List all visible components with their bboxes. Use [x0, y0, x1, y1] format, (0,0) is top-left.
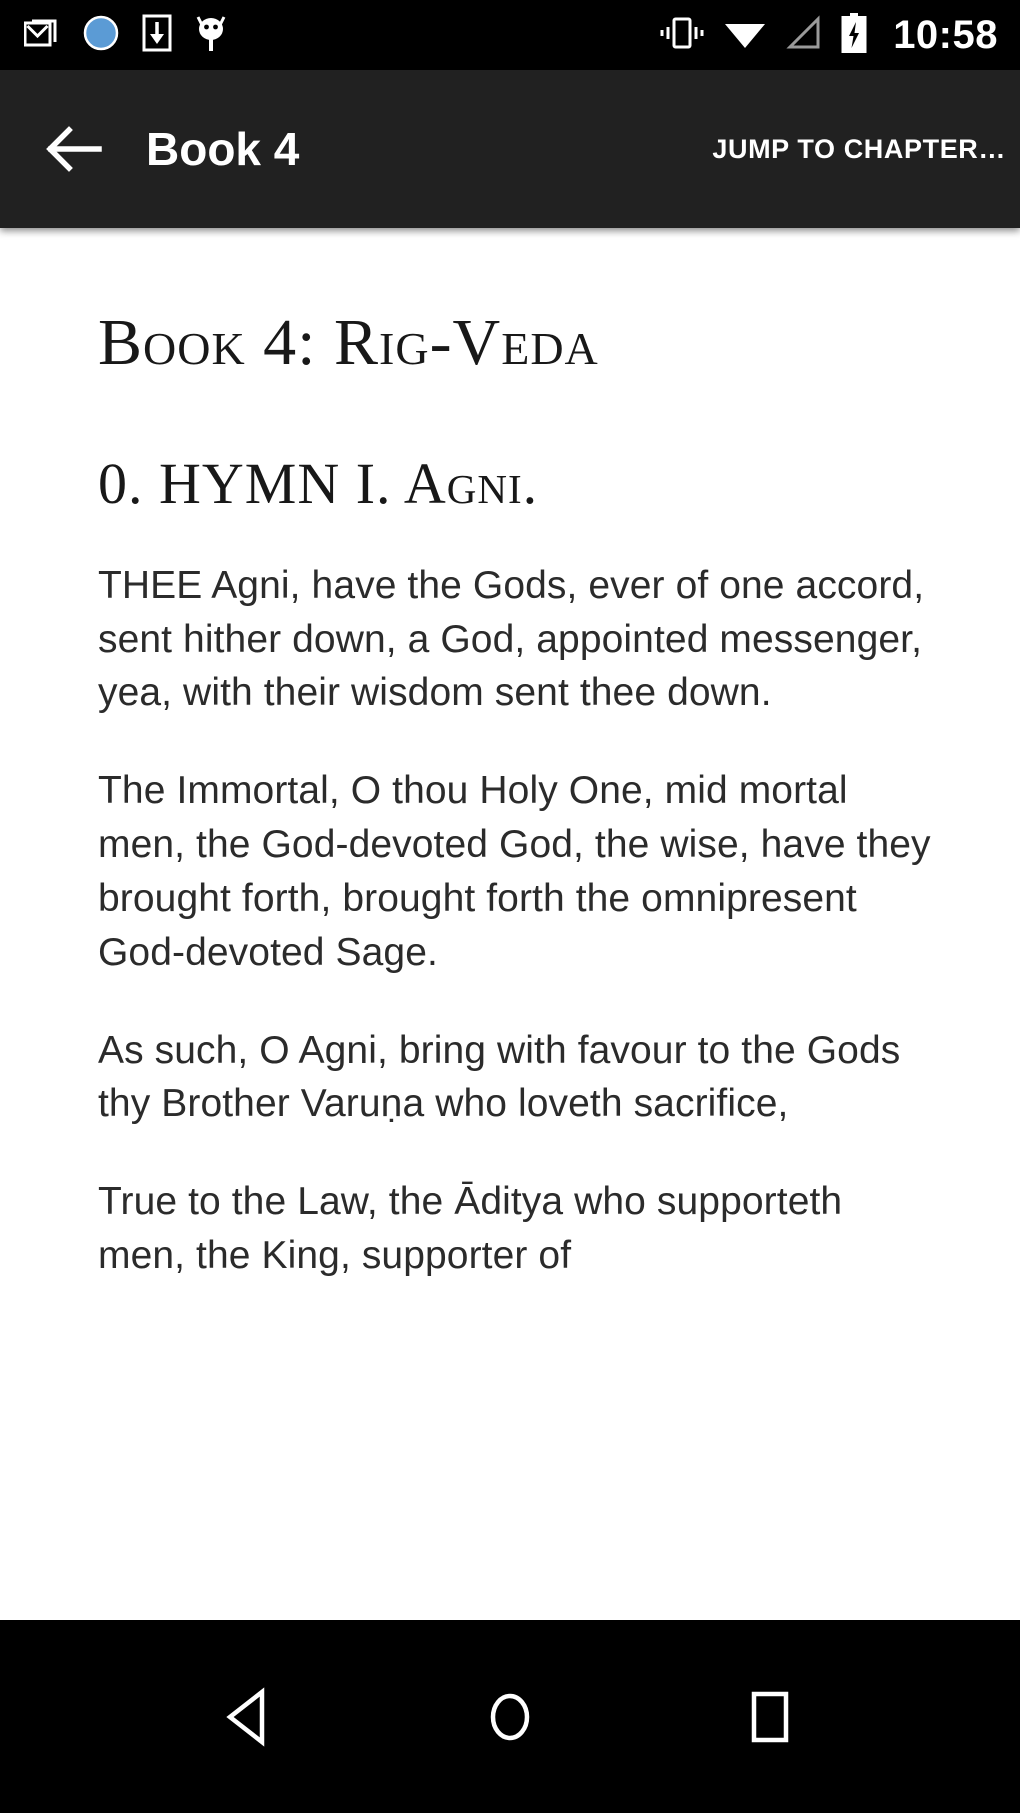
verse-paragraph: The Immortal, O thou Holy One, mid mortal men, the God-devoted God, the wise, have they brought forth, brought forth the omnipresent God-devoted Sage.: [98, 769, 931, 974]
verse-paragraph: True to the Law, the Āditya who supporteth men, the King, supporter of: [98, 1180, 843, 1277]
status-bar-notification-icons: [24, 14, 228, 57]
vibrate-icon: [659, 14, 705, 57]
reader-content[interactable]: [0, 228, 1020, 1620]
chapter-title: Book 4: Rig-Veda: [98, 306, 599, 379]
page-title: Book 4: [146, 123, 300, 175]
hymn-title: 0. HYMN I. Agni.: [98, 450, 539, 516]
battery-charging-icon: [841, 13, 867, 58]
status-bar: [0, 0, 1020, 70]
gmail-icon: [24, 15, 60, 56]
blue-circle-icon: [82, 14, 120, 57]
reader-content-inner: [98, 228, 940, 1283]
back-button[interactable]: [42, 118, 104, 180]
download-icon: [142, 14, 172, 57]
nav-home-button[interactable]: [450, 1657, 570, 1777]
status-bar-clock: 10:58: [893, 13, 998, 57]
system-navigation-bar: [0, 1620, 1020, 1813]
nav-back-button[interactable]: [190, 1657, 310, 1777]
wifi-icon: [723, 14, 767, 57]
verse-paragraph: THEE Agni, have the Gods, ever of one accord, sent hither down, a God, appointed messenger, yea, with their wisdom sent thee down.: [98, 563, 925, 715]
verse-paragraph: As such, O Agni, bring with favour to the Gods thy Brother Varuṇa who loveth sacrifice,: [98, 1028, 901, 1126]
jump-to-chapter-button[interactable]: JUMP TO CHAPTER…: [712, 133, 1006, 164]
cell-signal-icon: [785, 14, 823, 57]
owl-icon: [194, 14, 228, 57]
status-bar-system-icons: [659, 13, 998, 58]
app-bar: [0, 70, 1020, 228]
nav-recents-button[interactable]: [710, 1657, 830, 1777]
